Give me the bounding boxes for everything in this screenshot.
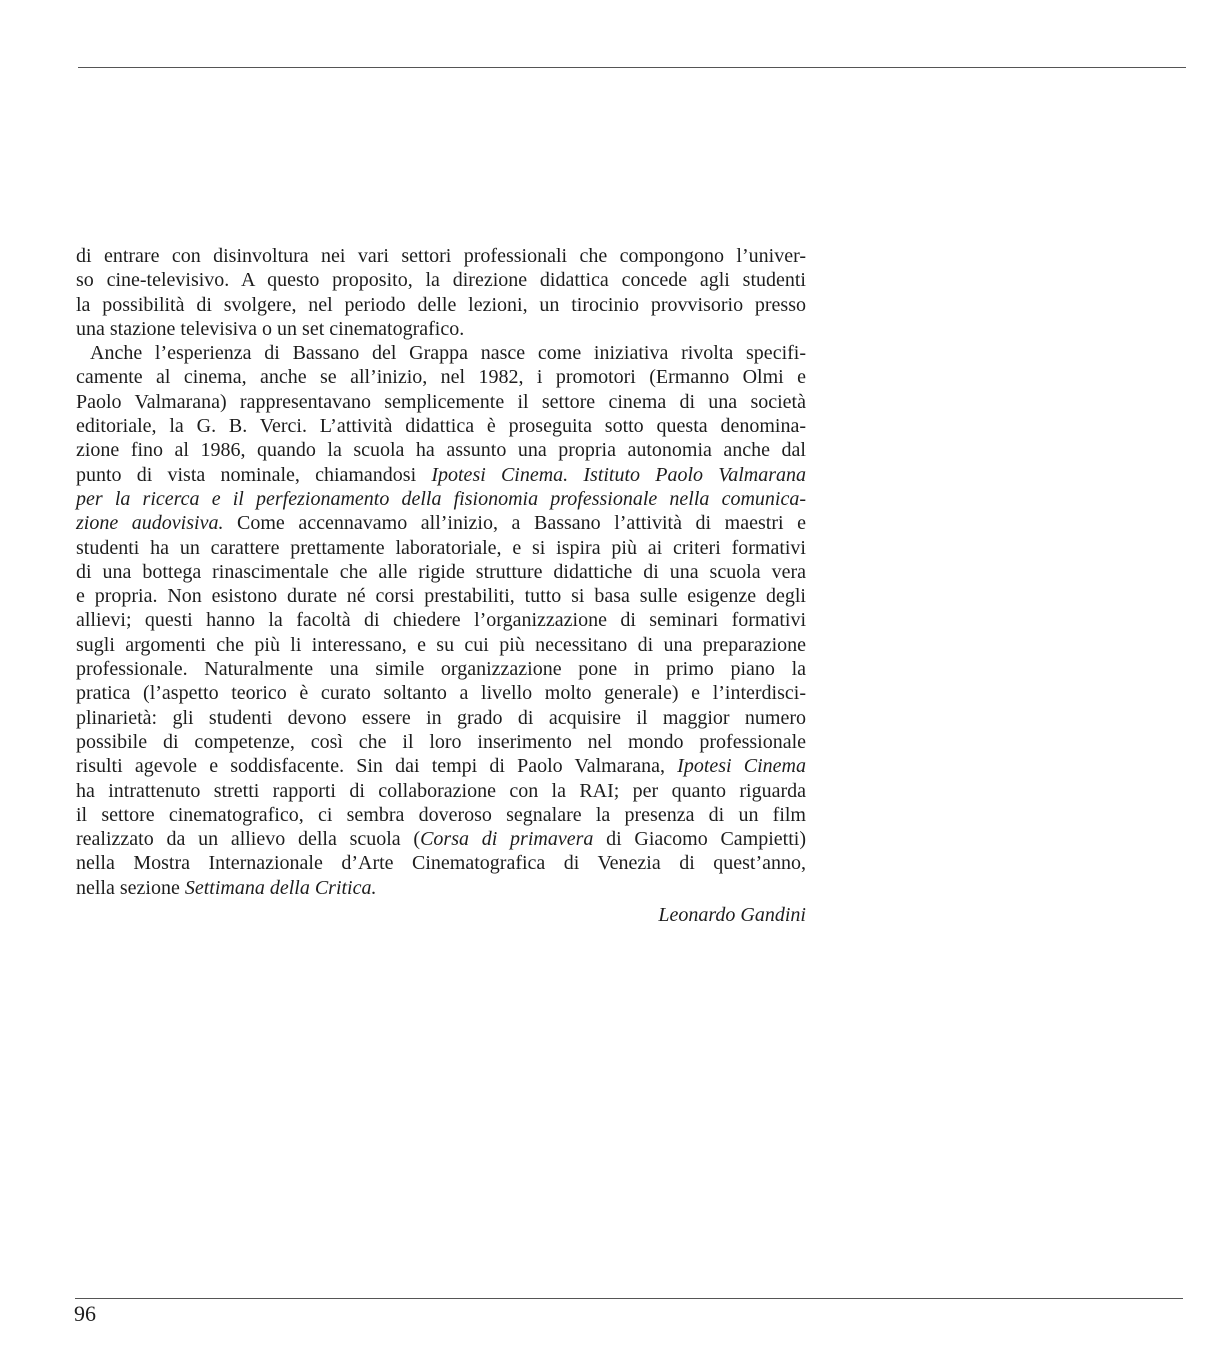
text-run: Come accennavamo all’inizio, a Bassano l’attività di maestri e <box>223 512 806 535</box>
text-line: zione fino al 1986, quando la scuola ha assunto una propria autonomia anche dal <box>76 439 806 462</box>
italic-title: Ipotesi Cinema <box>677 755 806 778</box>
italic-title: per la ricerca e il perfezionamento della fisionomia professionale nella comunica- <box>76 487 806 510</box>
text-run: punto di vista nominale, chiamandosi <box>76 463 432 486</box>
text-run: di Giacomo Campietti) <box>593 828 807 851</box>
bottom-rule <box>75 1298 1183 1299</box>
author-signature: Leonardo Gandini <box>658 904 806 927</box>
text-line: una stazione televisiva o un set cinematografico. <box>76 317 465 340</box>
text-line: pratica (l’aspetto teorico è curato soltanto a livello molto generale) e l’interdisci- <box>76 682 806 705</box>
text-line: Paolo Valmarana) rappresentavano semplicemente il settore cinema di una società <box>76 390 806 413</box>
text-line: la possibilità di svolgere, nel periodo delle lezioni, un tirocinio provvisorio presso <box>76 293 806 316</box>
text-line: studenti ha un carattere prettamente laboratoriale, e si ispira più ai criteri formativi <box>76 536 806 559</box>
text-line <box>76 487 806 511</box>
article-text <box>76 244 806 930</box>
text-line: e propria. Non esistono durate né corsi prestabiliti, tutto si basa sulle esigenze degli <box>76 585 806 608</box>
text-line: nella Mostra Internazionale d’Arte Cinematografica di Venezia di quest’anno, <box>76 852 806 875</box>
text-line: il settore cinematografico, ci sembra doveroso segnalare la presenza di un film <box>76 803 806 826</box>
text-line <box>76 511 806 535</box>
text-line: sugli argomenti che più li interessano, e su cui più necessitano di una preparazione <box>76 633 806 656</box>
text-line: editoriale, la G. B. Verci. L’attività didattica è proseguita sotto questa denomina- <box>76 415 806 438</box>
top-rule <box>78 67 1186 68</box>
italic-title: Ipotesi Cinema. Istituto Paolo Valmarana <box>431 463 806 486</box>
text-line: possibile di competenze, così che il loro inserimento nel mondo professionale <box>76 730 806 753</box>
italic-title: Settimana della Critica. <box>184 876 377 899</box>
text-line: di entrare con disinvoltura nei vari settori professionali che compongono l’univer- <box>76 245 806 267</box>
text-line: Anche l’esperienza di Bassano del Grappa nasce come iniziativa rivolta specifi- <box>90 342 806 365</box>
text-line <box>76 827 806 851</box>
text-line: plinarietà: gli studenti devono essere in grado di acquisire il maggior numero <box>76 706 806 729</box>
text-line <box>76 754 806 778</box>
text-line: camente al cinema, anche se all’inizio, nel 1982, i promotori (Ermanno Olmi e <box>76 366 806 389</box>
text-run: realizzato da un allievo della scuola ( <box>76 828 421 851</box>
text-run: risulti agevole e soddisfacente. Sin dai tempi di Paolo Valmarana, <box>76 755 678 778</box>
text-line <box>76 463 806 487</box>
text-line: ha intrattenuto stretti rapporti di collaborazione con la RAI; per quanto riguarda <box>76 779 806 802</box>
text-line: so cine-televisivo. A questo proposito, la direzione didattica concede agli studenti <box>76 269 806 292</box>
text-line: allievi; questi hanno la facoltà di chiedere l’organizzazione di seminari formativi <box>76 609 806 632</box>
text-line <box>76 876 806 900</box>
italic-title: zione audovisiva. <box>76 512 224 535</box>
text-line: professionale. Naturalmente una simile organizzazione pone in primo piano la <box>76 658 806 681</box>
italic-title: Corsa di primavera <box>420 828 594 851</box>
page-number: 96 <box>74 1301 96 1326</box>
text-line: di una bottega rinascimentale che alle rigide strutture didattiche di una scuola vera <box>76 560 806 583</box>
text-run: nella sezione <box>76 876 185 899</box>
